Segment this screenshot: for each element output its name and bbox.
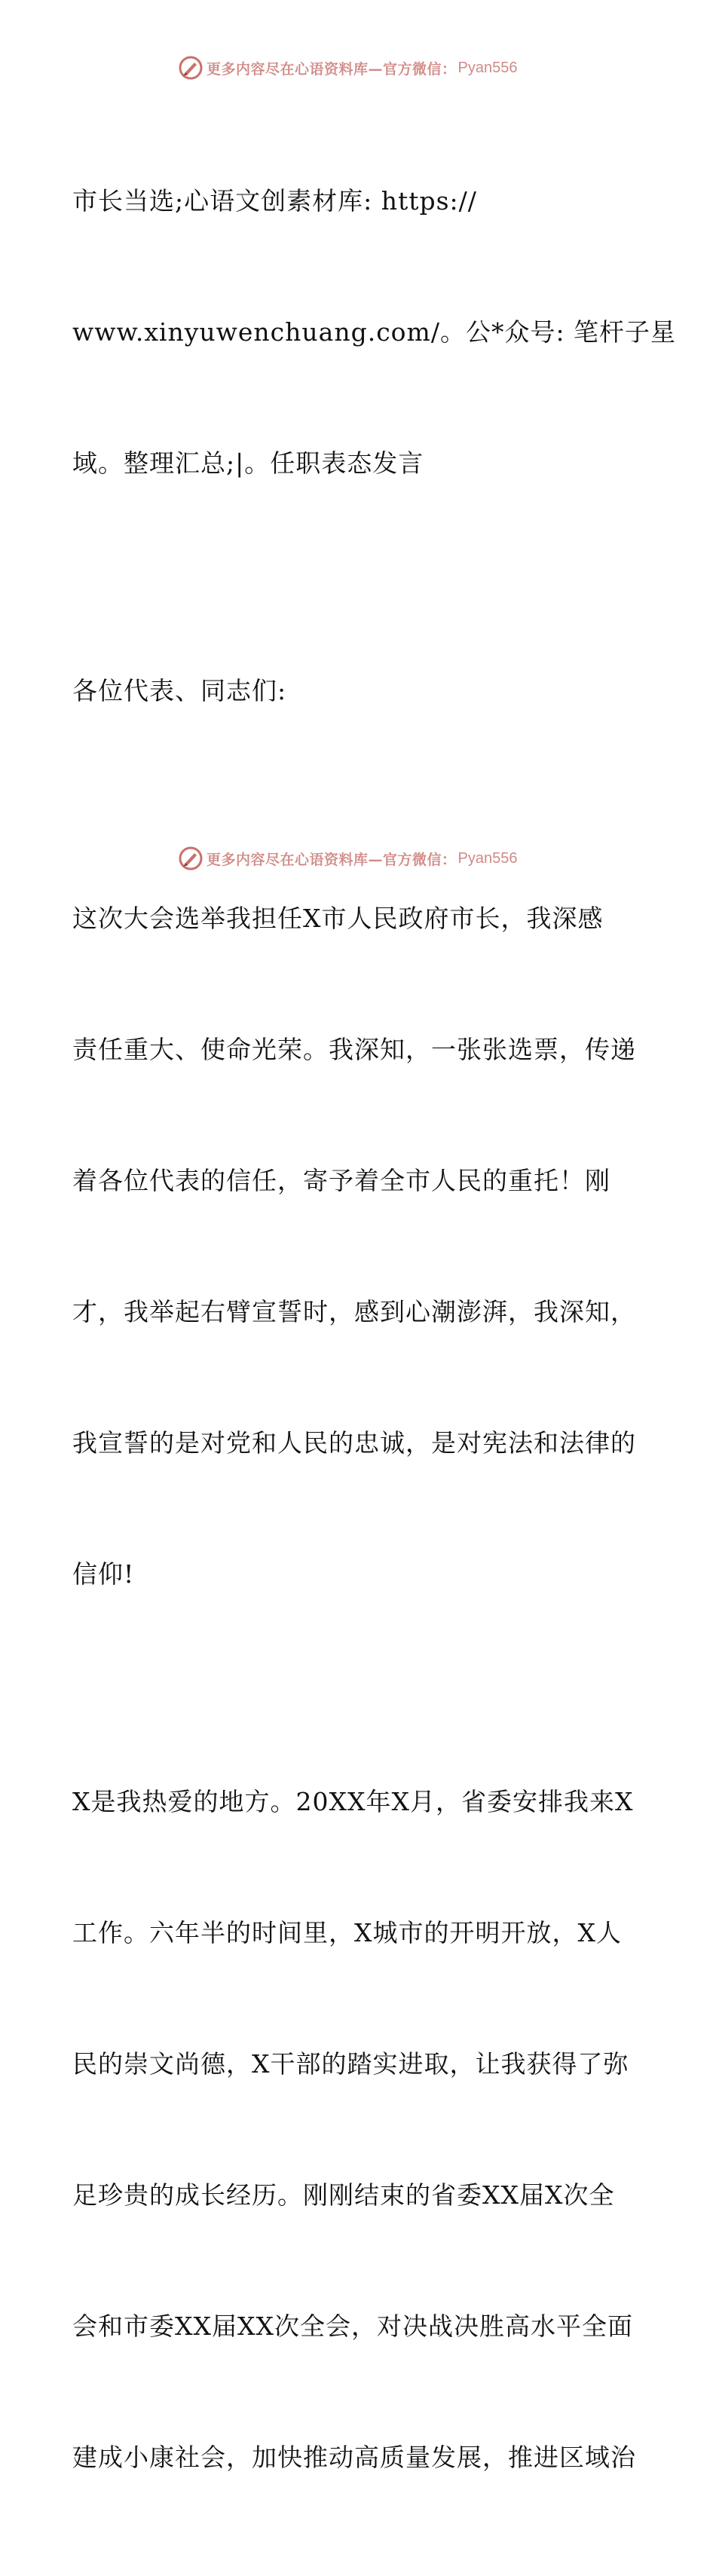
pen-logo-icon <box>178 55 203 81</box>
text-line: 足珍贵的成长经历。刚刚结束的省委XX届X次全 <box>72 2180 615 2210</box>
banner-text: 更多内容尽在心语资料库—官方微信： <box>207 60 457 78</box>
banner-text: 更多内容尽在心语资料库—官方微信： <box>207 851 457 868</box>
header-watermark-banner <box>178 54 517 81</box>
paragraph <box>72 582 645 800</box>
wechat-id: Pyan556 <box>457 849 518 867</box>
document-body <box>72 92 677 2576</box>
wechat-id: Pyan556 <box>457 59 518 76</box>
text-line: 才，我举起右臂宣誓时，感到心潮澎湃，我深知， <box>72 1297 636 1326</box>
paragraph <box>72 809 645 1684</box>
paragraph <box>72 1693 645 2567</box>
text-line: 着各位代表的信任，寄予着全市人民的重托！刚 <box>72 1166 610 1195</box>
salutation: 各位代表、同志们: <box>72 676 287 705</box>
text-line: 工作。六年半的时间里，X城市的开明开放，X人 <box>72 1918 622 1947</box>
paragraph <box>72 92 677 573</box>
text-line: 民的崇文尚德，X干部的踏实进取，让我获得了弥 <box>72 2049 629 2079</box>
text-line: 信仰! <box>72 1559 135 1589</box>
text-line: 建成小康社会，加快推动高质量发展，推进区域治 <box>72 2443 636 2472</box>
text-line: 域。整理汇总;|。任职表态发言 <box>72 448 424 478</box>
text-line: 我宣誓的是对党和人民的忠诚，是对宪法和法律的 <box>72 1428 636 1458</box>
text-line: 市长当选;心语文创素材库: https:// <box>72 186 477 216</box>
text-line: 责任重大、使命光荣。我深知，一张张选票，传递 <box>72 1035 636 1064</box>
pen-logo-icon <box>178 846 203 871</box>
text-line: X是我热爱的地方。20XX年X月，省委安排我来X <box>72 1787 634 1816</box>
text-line: 会和市委XX届XX次全会，对决战决胜高水平全面 <box>72 2311 633 2341</box>
footer-watermark-banner <box>178 845 517 872</box>
text-line: 这次大会选举我担任X市人民政府市长，我深感 <box>72 904 604 933</box>
text-line: www.xinyuwenchuang.com/。公*众号: 笔杆子星 <box>72 317 677 347</box>
